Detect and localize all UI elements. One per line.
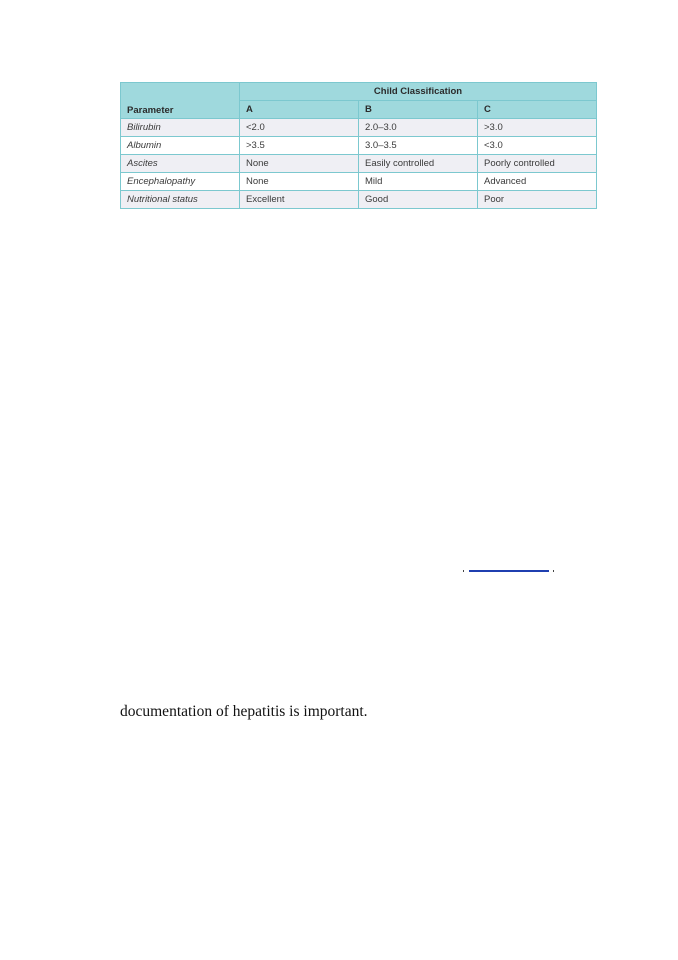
row-label: Nutritional status	[121, 191, 240, 209]
body-paragraph: documentation of hepatitis is important.	[120, 703, 368, 720]
table-cell: 3.0–3.5	[359, 137, 478, 155]
table-row	[121, 137, 597, 155]
table-header	[121, 83, 597, 119]
table-cell: 2.0–3.0	[359, 119, 478, 137]
table-cell: Poor	[478, 191, 597, 209]
table-body	[121, 119, 597, 209]
table-cell: >3.5	[240, 137, 359, 155]
table-cell: Easily controlled	[359, 155, 478, 173]
header-class-a: A	[240, 101, 359, 119]
table-cell: Poorly controlled	[478, 155, 597, 173]
link-underline-bar[interactable]	[469, 570, 549, 572]
table-row	[121, 155, 597, 173]
table-row	[121, 191, 597, 209]
header-parameter: Parameter	[121, 83, 240, 119]
table-cell: <3.0	[478, 137, 597, 155]
row-label: Albumin	[121, 137, 240, 155]
table-cell: None	[240, 155, 359, 173]
table-cell: Advanced	[478, 173, 597, 191]
link-right-mark	[553, 570, 554, 572]
table-cell: Excellent	[240, 191, 359, 209]
child-classification-table	[120, 82, 597, 209]
table-row	[121, 119, 597, 137]
table-cell: Good	[359, 191, 478, 209]
row-label: Encephalopathy	[121, 173, 240, 191]
header-row-group	[121, 83, 597, 101]
table-cell: None	[240, 173, 359, 191]
table-cell: <2.0	[240, 119, 359, 137]
header-class-b: B	[359, 101, 478, 119]
table-cell: Mild	[359, 173, 478, 191]
link-left-mark	[463, 570, 464, 572]
header-child-classification: Child Classification	[240, 83, 597, 101]
table-cell: >3.0	[478, 119, 597, 137]
hyperlink-underline[interactable]	[463, 565, 555, 573]
row-label: Bilirubin	[121, 119, 240, 137]
row-label: Ascites	[121, 155, 240, 173]
header-class-c: C	[478, 101, 597, 119]
table-row	[121, 173, 597, 191]
